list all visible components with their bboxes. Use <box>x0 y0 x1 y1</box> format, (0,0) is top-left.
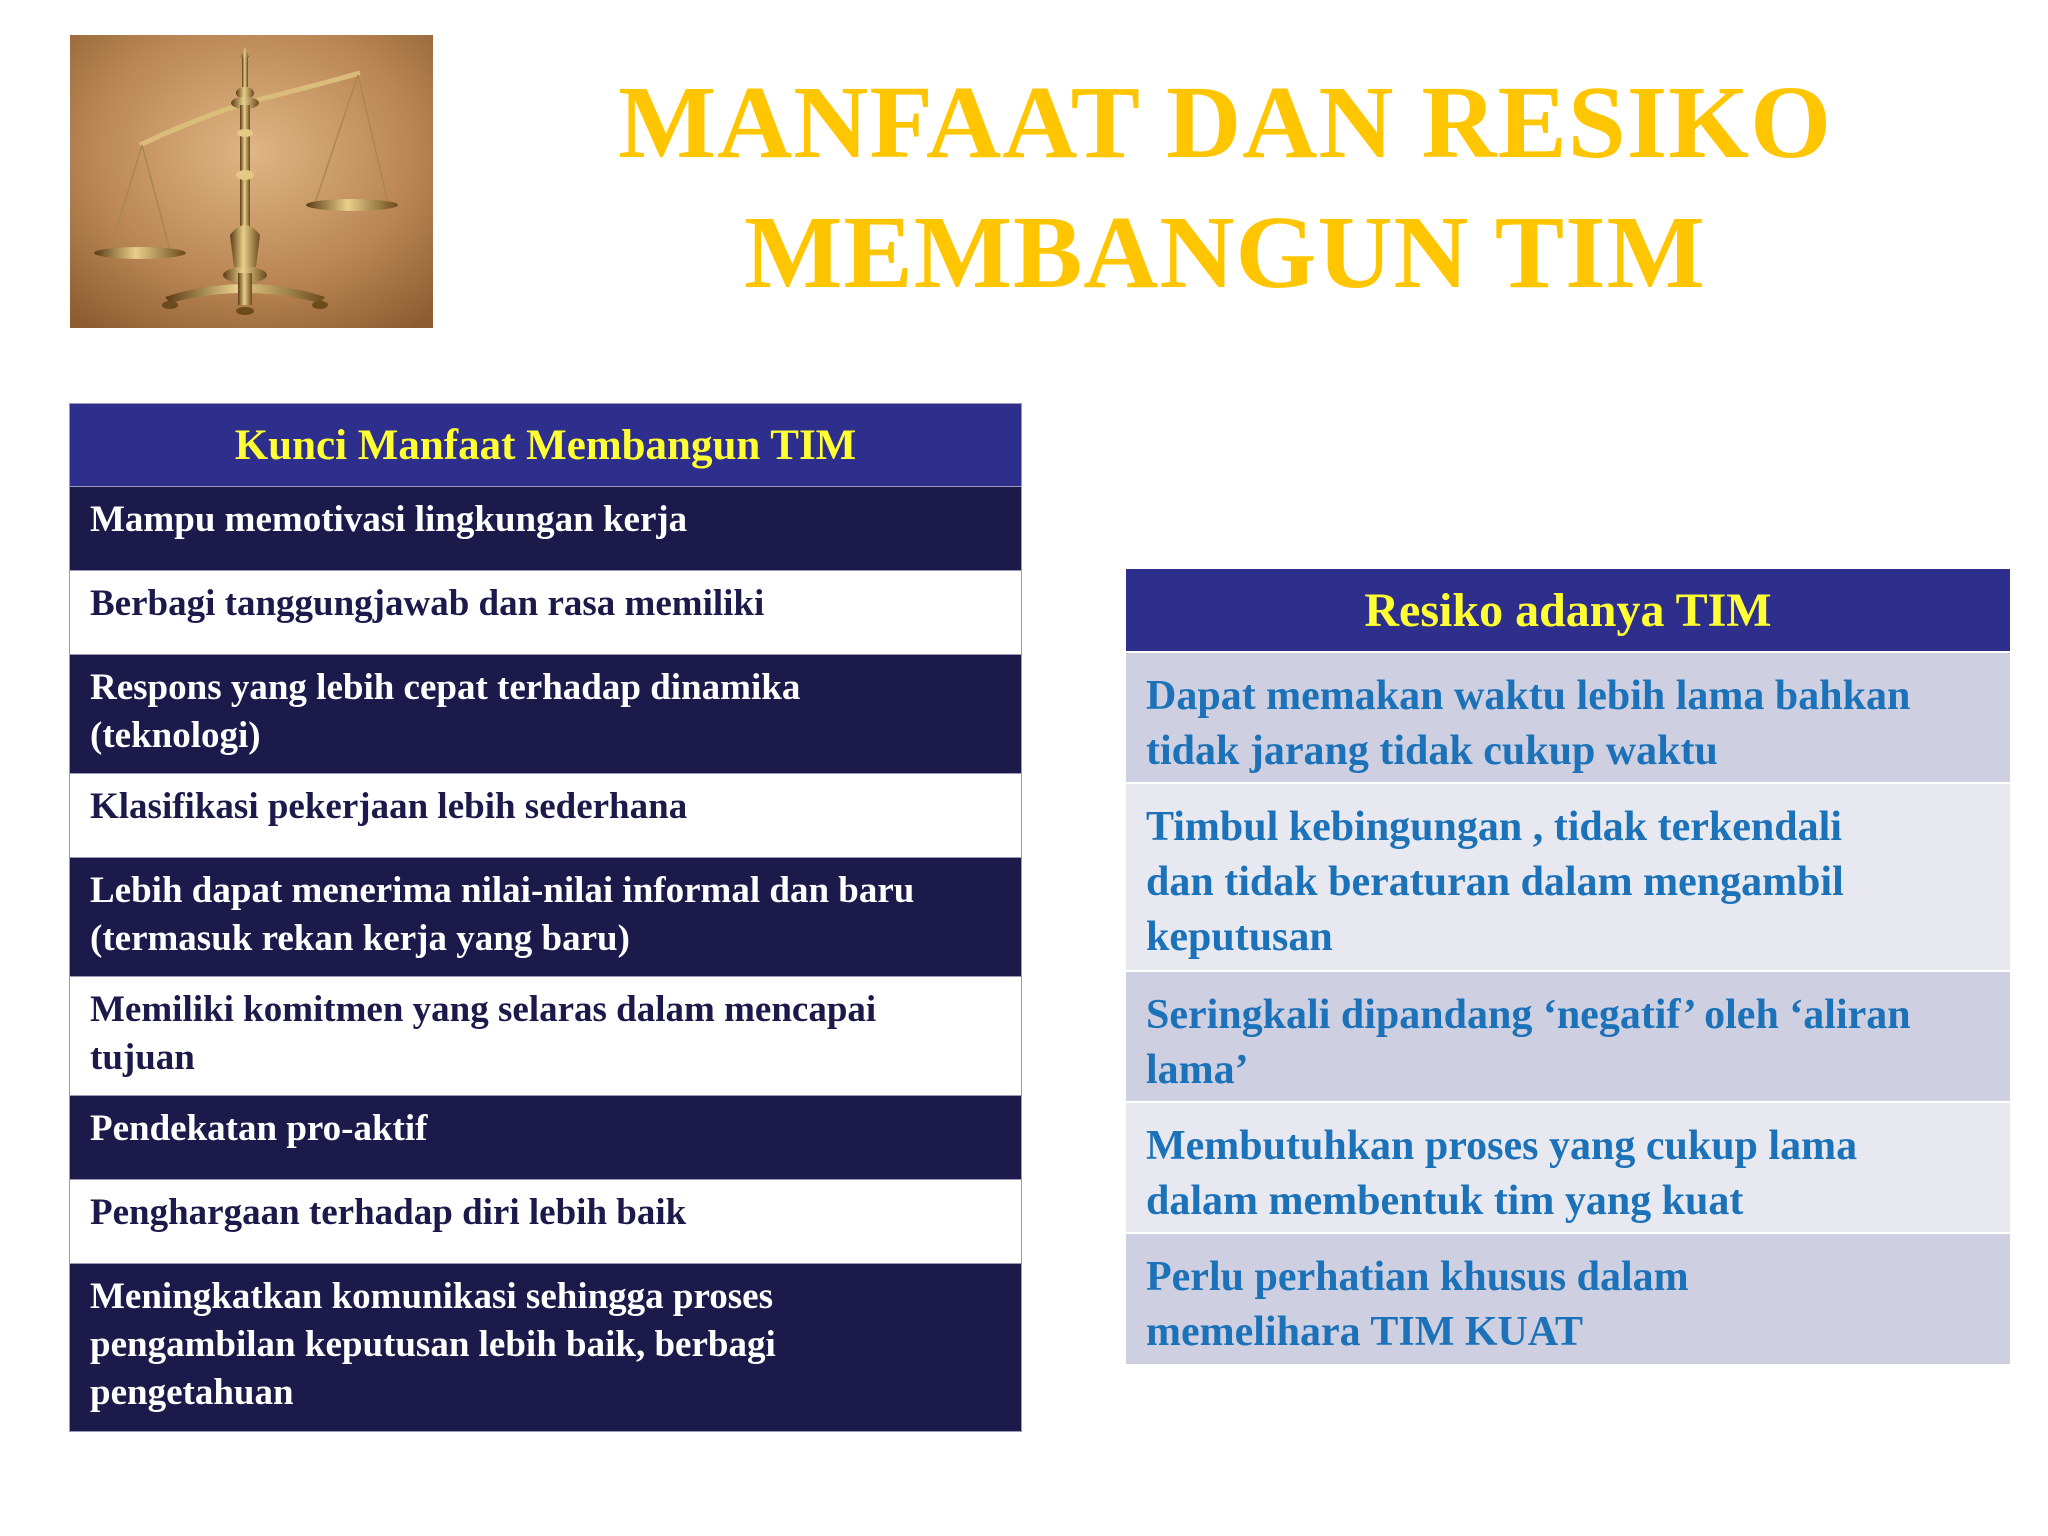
risks-row-line: Membutuhkan proses yang cukup lama <box>1146 1123 1858 1169</box>
benefits-row-line: Berbagi tanggungjawab dan rasa memiliki <box>90 583 765 624</box>
risks-row-line: Dapat memakan waktu lebih lama bahkan <box>1146 673 1911 719</box>
benefits-row <box>70 486 1021 570</box>
risks-row <box>1126 1103 2010 1234</box>
benefits-row <box>70 1263 1021 1431</box>
benefits-row-line: (termasuk rekan kerja yang baru) <box>90 918 630 959</box>
risks-row <box>1126 784 2010 972</box>
risks-row-line: Timbul kebingungan , tidak terkendali <box>1146 804 1842 850</box>
risks-row-line: dalam membentuk tim yang kuat <box>1146 1178 1744 1224</box>
risks-row-line: keputusan <box>1146 914 1333 960</box>
benefits-row-line: Lebih dapat menerima nilai-nilai informal dan baru <box>90 870 915 911</box>
risks-row-line: tidak jarang tidak cukup waktu <box>1146 728 1718 774</box>
slide-title-line-2: MEMBANGUN TIM <box>744 195 1706 310</box>
benefits-row <box>70 570 1021 654</box>
benefits-row-line: pengambilan keputusan lebih baik, berbagi <box>90 1324 776 1365</box>
benefits-row-line: pengetahuan <box>90 1372 294 1413</box>
slide-title-line-1: MANFAAT DAN RESIKO <box>617 65 1833 180</box>
scales-of-justice-image <box>70 35 433 328</box>
risks-row <box>1126 653 2010 784</box>
benefits-table <box>69 403 1022 1432</box>
benefits-row-line: Meningkatkan komunikasi sehingga proses <box>90 1276 773 1317</box>
benefits-row-line: Respons yang lebih cepat terhadap dinamika <box>90 667 801 708</box>
benefits-row <box>70 654 1021 773</box>
risks-row-line: Seringkali dipandang ‘negatif’ oleh ‘aliran <box>1146 992 1911 1038</box>
risks-row-line: dan tidak beraturan dalam mengambil <box>1146 859 1844 905</box>
benefits-row <box>70 1095 1021 1179</box>
risks-row-line: memelihara TIM KUAT <box>1146 1309 1584 1355</box>
risks-row <box>1126 1234 2010 1364</box>
benefits-row-line: Memiliki komitmen yang selaras dalam mencapai <box>90 989 877 1030</box>
benefits-table-header: Kunci Manfaat Membangun TIM <box>70 404 1021 486</box>
risks-table <box>1126 569 2010 1364</box>
risks-row-line: lama’ <box>1146 1047 1249 1093</box>
risks-table-header: Resiko adanya TIM <box>1126 569 2010 653</box>
benefits-row <box>70 1179 1021 1263</box>
risks-row <box>1126 972 2010 1103</box>
benefits-row <box>70 857 1021 976</box>
benefits-row-line: Mampu memotivasi lingkungan kerja <box>90 499 688 540</box>
benefits-row-line: Penghargaan terhadap diri lebih baik <box>90 1192 687 1233</box>
benefits-row-line: (teknologi) <box>90 715 261 756</box>
benefits-row <box>70 976 1021 1095</box>
benefits-row <box>70 773 1021 857</box>
benefits-row-line: Klasifikasi pekerjaan lebih sederhana <box>90 786 688 827</box>
risks-row-line: Perlu perhatian khusus dalam <box>1146 1254 1689 1300</box>
benefits-row-line: Pendekatan pro-aktif <box>90 1108 428 1149</box>
benefits-row-line: tujuan <box>90 1037 195 1078</box>
slide-title <box>470 58 1980 318</box>
